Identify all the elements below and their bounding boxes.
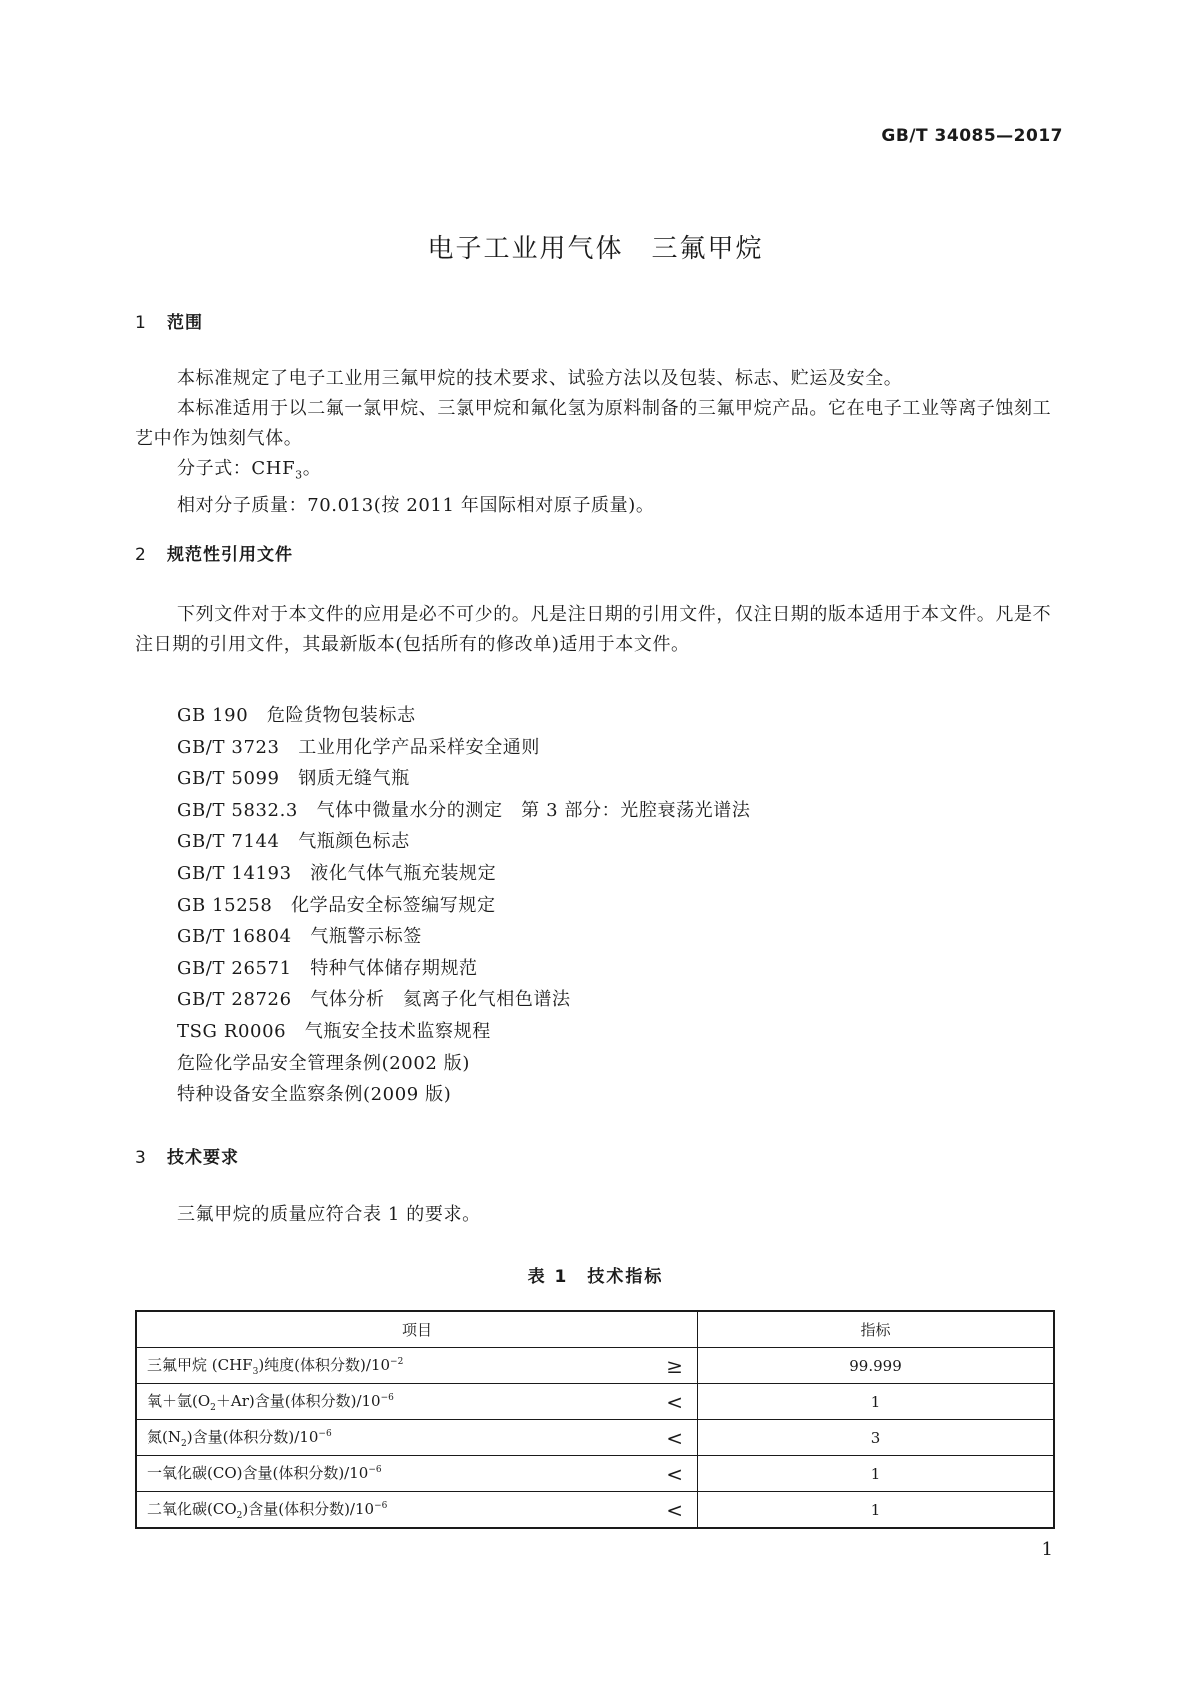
section-1-heading — [135, 308, 203, 333]
section-title: 规范性引用文件 — [167, 545, 293, 565]
formula-text: 分子式：CHF — [177, 458, 296, 479]
table-row — [136, 1348, 1054, 1384]
section-2-heading — [135, 540, 293, 565]
row-value: 1 — [698, 1456, 1055, 1492]
table-row — [136, 1456, 1054, 1492]
table-title: 表 1 技术指标 — [527, 1267, 664, 1287]
reference-item: GB 190 危险货物包装标志 — [177, 705, 416, 726]
technical-spec-table — [135, 1310, 1055, 1529]
formula-subscript: 3 — [295, 468, 303, 482]
table-header-row — [136, 1311, 1054, 1348]
reference-item: GB/T 14193 液化气体气瓶充装规定 — [177, 862, 497, 884]
reference-item: GB/T 28726 气体分析 氦离子化气相色谱法 — [177, 989, 571, 1011]
reference-item: 特种设备安全监察条例(2009 版) — [177, 1084, 452, 1106]
row-value: 1 — [698, 1384, 1055, 1420]
section-number: 2 — [135, 545, 147, 565]
item-text: 氮(N — [147, 1428, 181, 1446]
section-title: 范围 — [167, 313, 203, 333]
item-subscript: 2 — [180, 1439, 187, 1449]
section-number: 3 — [135, 1148, 147, 1168]
row-value: 99.999 — [698, 1348, 1055, 1384]
table-row — [136, 1384, 1054, 1420]
formula-suffix: 。 — [302, 458, 322, 479]
reference-item: GB/T 5099 钢质无缝气瓶 — [177, 768, 410, 790]
row-item — [136, 1420, 643, 1456]
section-1-body — [135, 364, 1055, 521]
reference-item: 危险化学品安全管理条例(2002 版) — [177, 1052, 470, 1074]
paragraph: 下列文件对于本文件的应用是必不可少的。凡是注日期的引用文件，仅注日期的版本适用于本文件。凡是不注日期的引用文件，其最新版本(包括所有的修改单)适用于本文件。 — [135, 604, 1052, 655]
row-item — [136, 1384, 643, 1420]
molecular-formula — [135, 454, 1055, 491]
row-item — [136, 1348, 643, 1384]
item-text: )纯度(体积分数)/10 — [258, 1356, 391, 1374]
reference-item: GB/T 7144 气瓶颜色标志 — [177, 831, 410, 853]
item-exponent: −2 — [390, 1357, 404, 1367]
item-text: 二氧化碳(CO — [147, 1500, 237, 1518]
row-operator: < — [643, 1420, 698, 1456]
section-3-body — [135, 1200, 1055, 1230]
item-text: 氧＋氩(O — [147, 1392, 211, 1410]
normative-references-list — [177, 700, 750, 1111]
column-header-value: 指标 — [698, 1311, 1055, 1348]
reference-item: GB/T 3723 工业用化学产品采样安全通则 — [177, 736, 541, 758]
document-title: 电子工业用气体 三氟甲烷 — [427, 234, 764, 264]
reference-item: GB/T 5832.3 气体中微量水分的测定 第 3 部分：光腔衰荡光谱法 — [177, 799, 751, 821]
row-operator: < — [643, 1384, 698, 1420]
reference-item: GB/T 26571 特种气体储存期规范 — [177, 957, 478, 979]
column-header-item: 项目 — [136, 1311, 698, 1348]
standard-code: GB/T 34085—2017 — [881, 126, 1063, 146]
row-operator: < — [643, 1456, 698, 1492]
page-number: 1 — [1041, 1539, 1053, 1560]
section-2-body — [135, 600, 1055, 660]
section-3-heading — [135, 1143, 239, 1168]
item-exponent: −6 — [374, 1501, 388, 1511]
row-value: 1 — [698, 1492, 1055, 1529]
table-row — [136, 1420, 1054, 1456]
paragraph: 三氟甲烷的质量应符合表 1 的要求。 — [177, 1204, 481, 1225]
row-operator: < — [643, 1492, 698, 1529]
item-subscript: 2 — [236, 1511, 243, 1521]
item-text: ＋Ar)含量(体积分数)/10 — [215, 1392, 381, 1410]
molecular-mass: 相对分子质量：70.013(按 2011 年国际相对原子质量)。 — [177, 494, 655, 516]
section-title: 技术要求 — [167, 1148, 239, 1168]
row-operator: ≥ — [643, 1348, 698, 1384]
row-item — [136, 1492, 643, 1529]
item-text: 三氟甲烷 (CHF — [147, 1356, 253, 1374]
section-number: 1 — [135, 313, 147, 333]
reference-item: TSG R0006 气瓶安全技术监察规程 — [177, 1020, 491, 1042]
item-exponent: −6 — [318, 1429, 332, 1439]
item-text: )含量(体积分数)/10 — [186, 1428, 319, 1446]
item-exponent: −6 — [368, 1465, 382, 1475]
item-exponent: −6 — [380, 1393, 394, 1403]
table-row — [136, 1492, 1054, 1529]
item-text: 一氧化碳(CO)含量(体积分数)/10 — [147, 1464, 369, 1482]
item-text: )含量(体积分数)/10 — [242, 1500, 375, 1518]
item-subscript: 2 — [210, 1403, 216, 1413]
row-value: 3 — [698, 1420, 1055, 1456]
paragraph: 本标准适用于以二氟一氯甲烷、三氯甲烷和氟化氢为原料制备的三氟甲烷产品。它在电子工业等离子蚀刻工艺中作为蚀刻气体。 — [135, 398, 1052, 449]
paragraph: 本标准规定了电子工业用三氟甲烷的技术要求、试验方法以及包装、标志、贮运及安全。 — [177, 368, 903, 389]
reference-item: GB/T 16804 气瓶警示标签 — [177, 926, 422, 948]
reference-item: GB 15258 化学品安全标签编写规定 — [177, 894, 496, 916]
item-subscript: 3 — [252, 1367, 259, 1377]
row-item — [136, 1456, 643, 1492]
